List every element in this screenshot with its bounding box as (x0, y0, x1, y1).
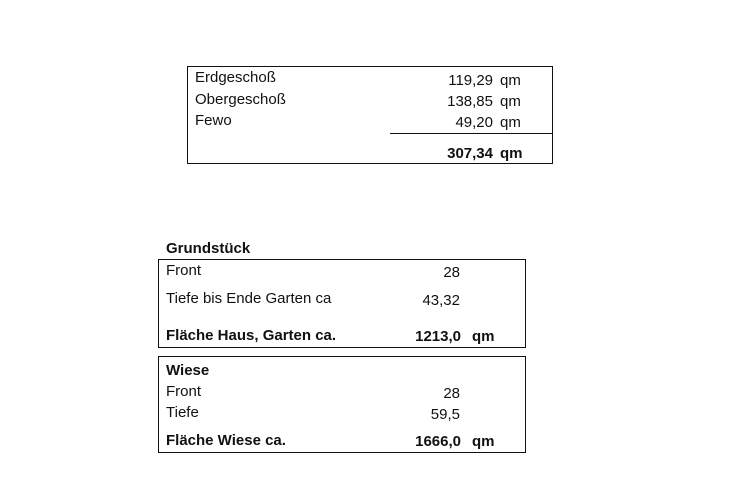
grundstueck-title: Grundstück (166, 240, 251, 257)
grundstueck-area-unit: qm (472, 328, 495, 345)
floor-unit-fewo: qm (500, 114, 521, 131)
floor-total-value: 307,34 (447, 145, 493, 162)
grundstueck-depth-label: Tiefe bis Ende Garten ca (166, 290, 332, 307)
floor-label-erdgeschoss: Erdgeschoß (195, 69, 276, 86)
wiese-area-value: 1666,0 (415, 433, 461, 450)
floor-unit-erdgeschoss: qm (500, 72, 521, 89)
wiese-front-label: Front (166, 383, 202, 400)
grundstueck-area-label: Fläche Haus, Garten ca. (166, 327, 337, 344)
wiese-depth-label: Tiefe (166, 404, 199, 421)
wiese-area-unit: qm (472, 433, 495, 450)
floor-label-obergeschoss: Obergeschoß (195, 91, 286, 108)
floor-total-unit: qm (500, 145, 523, 162)
floor-value-obergeschoss: 138,85 (447, 93, 493, 110)
sum-rule (390, 133, 552, 134)
wiese-area-label: Fläche Wiese ca. (166, 432, 286, 449)
floor-unit-obergeschoss: qm (500, 93, 521, 110)
grundstueck-depth-value: 43,32 (422, 292, 460, 309)
wiese-depth-value: 59,5 (430, 406, 460, 423)
floor-value-fewo: 49,20 (455, 114, 493, 131)
grundstueck-front-label: Front (166, 262, 202, 279)
grundstueck-area-value: 1213,0 (415, 328, 461, 345)
wiese-title: Wiese (166, 362, 210, 379)
wiese-front-value: 28 (443, 385, 460, 402)
floor-value-erdgeschoss: 119,29 (448, 72, 493, 89)
grundstueck-front-value: 28 (443, 264, 460, 281)
floor-label-fewo: Fewo (195, 112, 232, 129)
